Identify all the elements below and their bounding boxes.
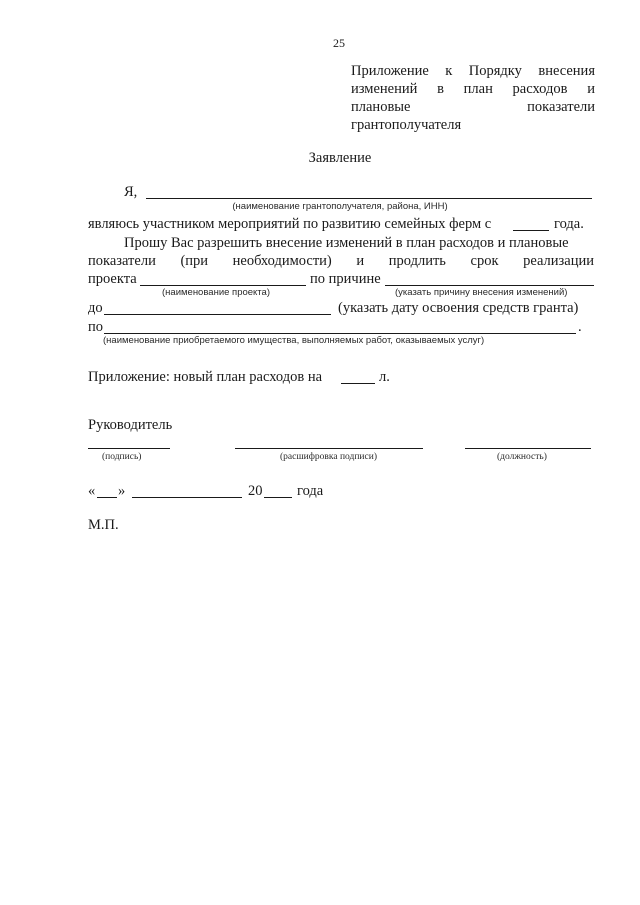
annex-word: и: [587, 81, 595, 97]
by-end: .: [578, 319, 582, 335]
hint-grantee: (наименование грантополучателя, района, ИНН): [232, 201, 448, 212]
request-word: необходимости): [232, 253, 332, 269]
project-label: проекта: [88, 271, 137, 287]
decode-field-line[interactable]: [235, 448, 423, 449]
annex-word: расходов: [512, 81, 568, 97]
annex-line-3: [351, 98, 595, 116]
attachment-suffix: л.: [379, 369, 390, 385]
until-field-line[interactable]: [104, 314, 331, 315]
annex-word: план: [463, 81, 493, 97]
hint-signature: (подпись): [102, 452, 142, 462]
annex-word: плановые: [351, 99, 411, 115]
request-word: (при: [180, 253, 209, 269]
reason-label: по причине: [310, 271, 381, 287]
annex-line-2: [351, 80, 595, 98]
annex-word: внесения: [538, 63, 595, 79]
signature-field-line[interactable]: [88, 448, 170, 449]
annex-word: Порядку: [468, 63, 522, 79]
annex-word: в: [437, 81, 444, 97]
hint-reason: (указать причину внесения изменений): [395, 287, 568, 298]
annex-line-4: грантополучателя: [351, 117, 462, 133]
participant-text: являюсь участником мероприятий по развитию семейных ферм с: [88, 216, 492, 232]
ya-label: Я,: [124, 184, 138, 200]
date-year-word: года: [297, 483, 324, 499]
request-line-1: Прошу Вас разрешить внесение изменений в план расходов и плановые: [124, 235, 569, 251]
until-label: до: [88, 300, 103, 316]
request-word: срок: [470, 253, 499, 269]
project-field-line[interactable]: [140, 285, 306, 286]
attachment-pages-field[interactable]: [341, 383, 375, 384]
request-word: продлить: [388, 253, 446, 269]
stamp-label: М.П.: [88, 517, 119, 533]
head-label: Руководитель: [88, 417, 173, 433]
request-word: и: [356, 253, 365, 269]
by-label: по: [88, 319, 104, 335]
date-year-field[interactable]: [264, 497, 292, 498]
position-field-line[interactable]: [465, 448, 591, 449]
participant-year-field[interactable]: [513, 230, 549, 231]
date-month-field[interactable]: [132, 497, 242, 498]
grantee-field-line[interactable]: [146, 198, 592, 199]
participant-year-word: года.: [554, 216, 584, 232]
annex-word: к: [445, 63, 453, 79]
document-title: Заявление: [308, 150, 372, 166]
annex-word: изменений: [351, 81, 418, 97]
hint-position: (должность): [497, 452, 547, 462]
reason-field-line[interactable]: [385, 285, 594, 286]
page-number: 25: [333, 36, 345, 50]
annex-word: показатели: [527, 99, 595, 115]
request-word: реализации: [523, 253, 594, 269]
date-day-field[interactable]: [97, 497, 117, 498]
attachment-text: Приложение: новый план расходов на: [88, 369, 323, 385]
annex-line-1: [351, 62, 595, 80]
until-hint: (указать дату освоения средств гранта): [338, 300, 579, 316]
hint-by: (наименование приобретаемого имущества, выполняемых работ, оказываемых услуг): [103, 335, 485, 346]
request-line-2: [88, 252, 594, 270]
date-close-quote: »: [118, 483, 126, 499]
by-field-line[interactable]: [104, 333, 576, 334]
hint-decode: (расшифровка подписи): [280, 452, 377, 462]
date-year-prefix: 20: [248, 483, 263, 499]
date-open-quote: «: [88, 483, 96, 499]
annex-word: Приложение: [351, 63, 429, 79]
hint-project: (наименование проекта): [162, 287, 270, 298]
request-word: показатели: [88, 253, 156, 269]
